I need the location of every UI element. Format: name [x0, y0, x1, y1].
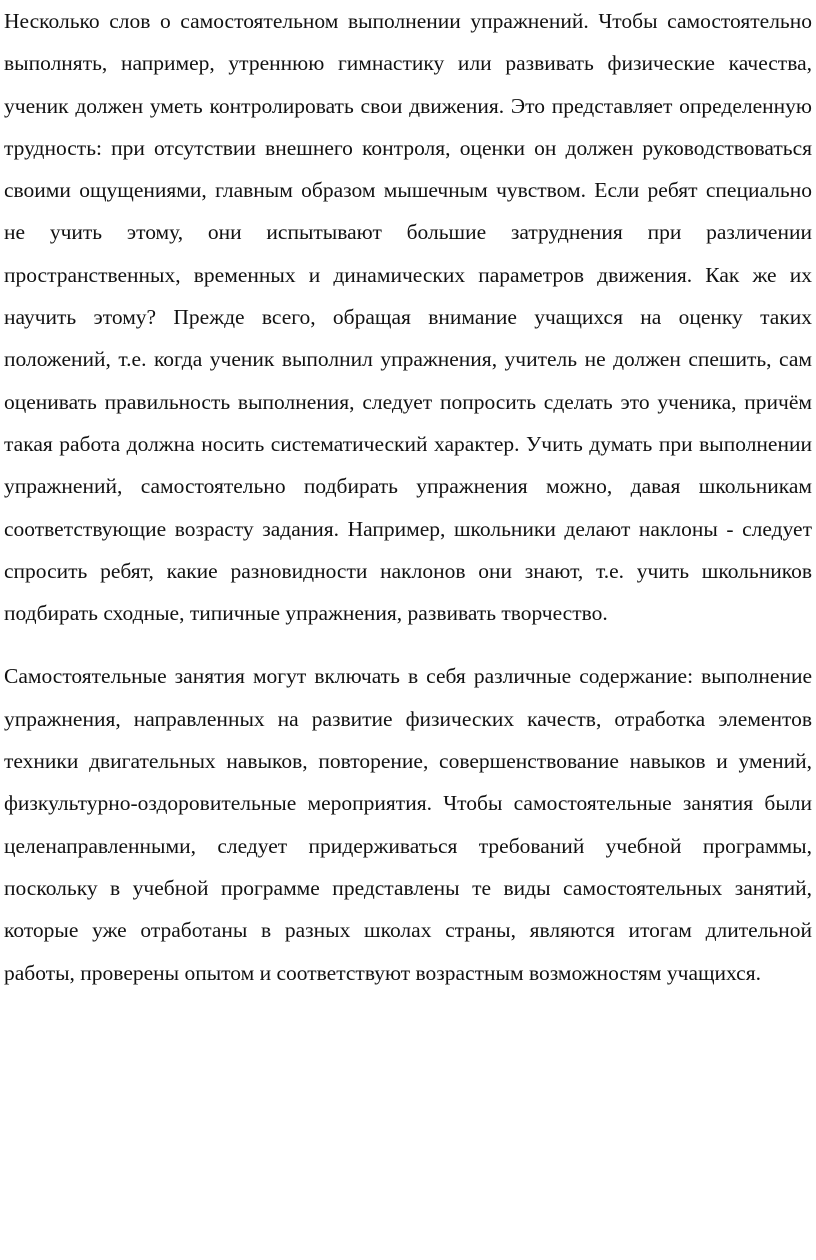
paragraph-independent-exercise: Несколько слов о самостоятельном выполнении упражнений. Чтобы самостоятельно выполнять, например, утреннюю гимнастику или развивать физические качества, ученик должен уметь контролировать свои движения. Это представляет определенную трудность: при отсутствии внешнего контроля, оценки он должен руководствоваться своими ощущениями, главным образом мышечным чувством. Если ребят специально не учить этому, они испытывают большие затруднения при различении пространственных, временных и динамических параметров движения. Как же их научить этому? Прежде всего, обращая внимание учащихся на оценку таких положений, т.е. когда ученик выполнил упражнения, учитель не должен спешить, сам оценивать правильность выполнения, следует попросить сделать это ученика, причём такая работа должна носить систематический характер. Учить думать при выполнении упражнений, самостоятельно подбирать упражнения можно, давая школьникам соответствующие возрасту задания. Например, школьники делают наклоны - следует спросить ребят, какие разновидности наклонов они знают, т.е. учить школьников подбирать сходные, типичные упражнения, развивать творчество.	[4, 9, 812, 626]
document-page	[4, 0, 812, 994]
paragraph-independent-sessions: Самостоятельные занятия могут включать в себя различные содержание: выполнение упражнения, направленных на развитие физических качеств, отработка элементов техники двигательных навыков, повторение, совершенствование навыков и умений, физкультурно-оздоровительные мероприятия. Чтобы самостоятельные занятия были целенаправленными, следует придерживаться требований учебной программы, поскольку в учебной программе представлены те виды самостоятельных занятий, которые уже отработаны в разных школах страны, являются итогам длительной работы, проверены опытом и соответствуют возрастным возможностям учащихся.	[4, 664, 812, 985]
